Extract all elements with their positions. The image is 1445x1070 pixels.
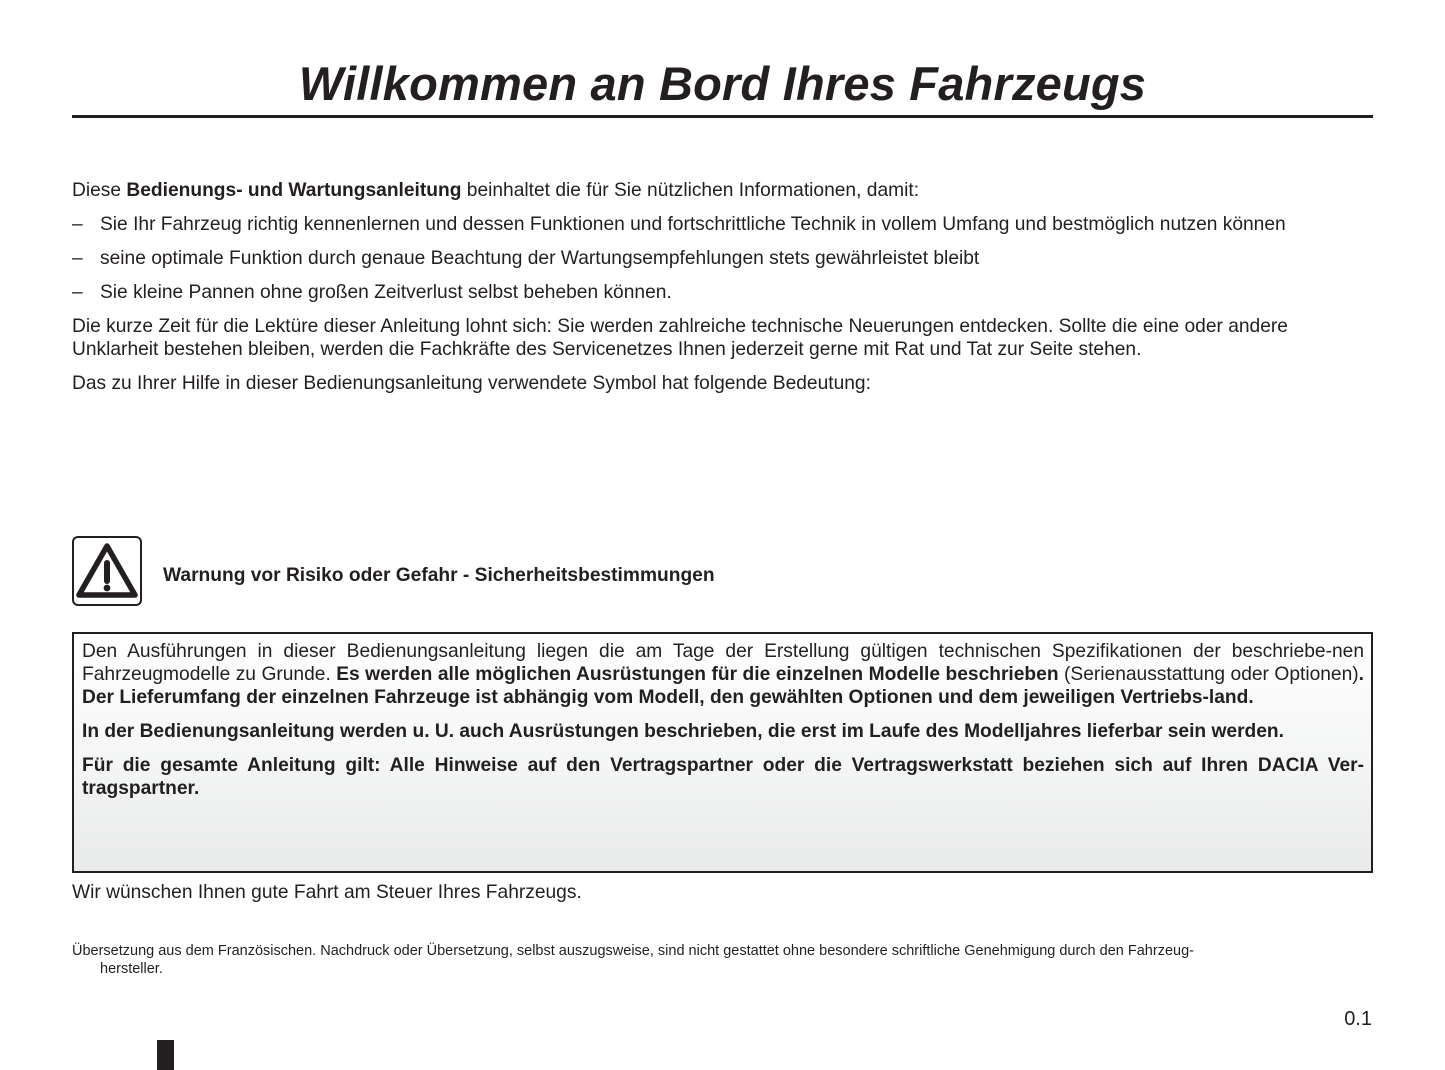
page-title: Willkommen an Bord Ihres Fahrzeugs	[298, 57, 1147, 110]
notice-text: (Serienausstattung oder Optionen)	[1058, 664, 1359, 685]
page-marker	[157, 1040, 174, 1070]
notice-text: Den Ausführungen in dieser Bedienungsanleitung liegen die am Tage der Erstellung gültigen technischen Spezifikationen der beschriebe-nen Fahrzeugmodelle zu Grunde.	[82, 641, 1364, 685]
paragraph-reading-time: Die kurze Zeit für die Lektüre dieser Anleitung lohnt sich: Sie werden zahlreiche technische Neuerungen entdecken. Sollte die eine oder andere Unklarheit bestehen bleiben, werden die Fachkräfte des Servicenetzes Ihnen jederzeit gerne mit Rat und Tat zur Seite stehen.	[72, 316, 1288, 360]
paragraph-symbol-intro: Das zu Ihrer Hilfe in dieser Bedienungsanleitung verwendete Symbol hat folgende Bedeutung:	[72, 373, 871, 394]
notice-bold-text: . Der Lieferumfang der einzelnen Fahrzeuge ist abhängig vom Modell, den gewählten Optionen und dem jeweiligen Vertriebs-land.	[82, 664, 1365, 708]
bullet-dash: –	[72, 248, 83, 269]
list-item-text: Sie Ihr Fahrzeug richtig kennenlernen und dessen Funktionen und fortschrittliche Technik in vollem Umfang und bestmöglich nutzen können	[100, 214, 1286, 235]
footnote-line: hersteller.	[100, 961, 163, 977]
list-item-text: Sie kleine Pannen ohne großen Zeitverlust selbst beheben können.	[100, 282, 672, 303]
list-item-text: seine optimale Funktion durch genaue Beachtung der Wartungsempfehlungen stets gewährleistet bleibt	[100, 248, 980, 269]
intro-suffix: beinhaltet die für Sie nützlichen Informationen, damit:	[461, 180, 920, 201]
notice-bold-text: In der Bedienungsanleitung werden u. U. auch Ausrüstungen beschrieben, die erst im Laufe des Modelljahres lieferbar sein werden.	[82, 721, 1284, 742]
notice-paragraph	[82, 720, 1364, 743]
bullet-dash: –	[72, 214, 83, 235]
intro-prefix: Diese	[72, 180, 127, 201]
notice-paragraph	[82, 640, 1364, 709]
notice-paragraph	[82, 754, 1364, 800]
intro-paragraph	[72, 179, 1373, 202]
bullet-dash: –	[72, 282, 83, 303]
notice-box	[72, 632, 1373, 873]
copyright-footnote	[72, 942, 1373, 978]
closing-text: Wir wünschen Ihnen gute Fahrt am Steuer Ihres Fahrzeugs.	[72, 882, 582, 903]
warning-triangle-icon	[72, 536, 142, 606]
page-number: 0.1	[1344, 1008, 1372, 1030]
footnote-line: Übersetzung aus dem Französischen. Nachdruck oder Übersetzung, selbst auszugsweise, sind nicht gestattet ohne besondere schriftliche Genehmigung durch den Fahrzeug-	[72, 943, 1194, 959]
warning-label: Warnung vor Risiko oder Gefahr - Sicherheitsbestimmungen	[163, 565, 715, 586]
title-underline	[72, 115, 1373, 118]
notice-bold-text: Für die gesamte Anleitung gilt: Alle Hinweise auf den Vertragspartner oder die Vertragswerkstatt beziehen sich auf Ihren DACIA Ver-tragspartner.	[82, 755, 1364, 799]
notice-bold-text: Es werden alle möglichen Ausrüstungen für die einzelnen Modelle beschrieben	[336, 664, 1059, 685]
intro-bold-term: Bedienungs- und Wartungsanleitung	[126, 180, 462, 201]
